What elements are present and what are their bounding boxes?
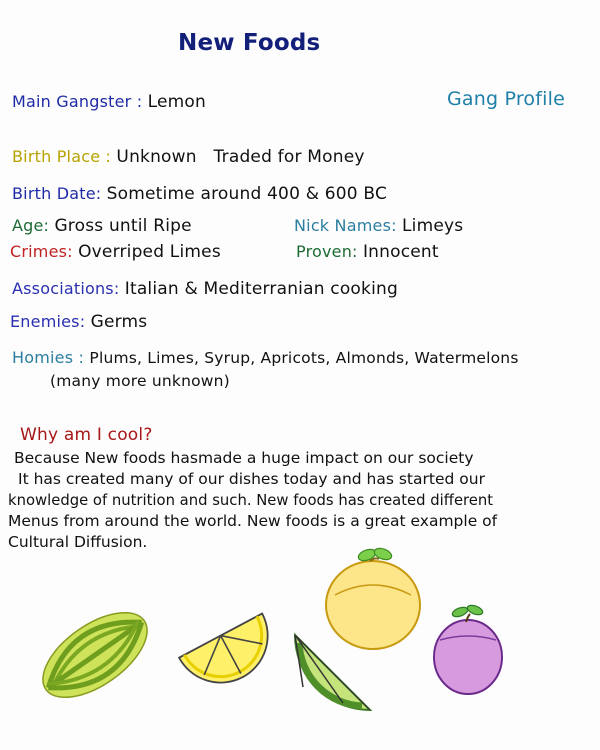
birth-place-row: [12, 147, 365, 167]
crimes-value: Overriped Limes: [78, 242, 221, 262]
homies-value: Plums, Limes, Syrup, Apricots, Almonds, Watermelons: [89, 349, 519, 367]
essay-line: knowledge of nutrition and such. New foods has created different: [8, 492, 494, 509]
lemon-slice-drawing: [168, 590, 278, 690]
enemies-label: Enemies:: [10, 312, 86, 331]
proven-label: Proven:: [296, 242, 358, 261]
essay-line: It has created many of our dishes today and has started our: [18, 470, 485, 488]
nick-names-value: Limeys: [402, 216, 464, 236]
proven-value: Innocent: [362, 242, 439, 262]
crimes-label: Crimes:: [10, 242, 73, 261]
page-title: New Foods: [178, 30, 321, 56]
enemies-row: [10, 312, 147, 332]
associations-value: Italian & Mediterranian cooking: [124, 279, 398, 299]
associations-row: [12, 279, 398, 299]
gang-profile-label: Gang Profile: [447, 88, 565, 110]
proven-row: [296, 242, 439, 262]
age-value: Gross until Ripe: [54, 216, 192, 236]
essay-line: Cultural Diffusion.: [8, 533, 148, 551]
homies-value-continued: (many more unknown): [50, 372, 230, 390]
birth-date-label: Birth Date:: [12, 184, 102, 203]
birth-date-value: Sometime around 400 & 600 BC: [106, 184, 388, 204]
main-gangster-value: Lemon: [147, 92, 206, 112]
enemies-value: Germs: [90, 312, 148, 332]
main-gangster-row: [12, 92, 206, 112]
birth-date-row: [12, 184, 387, 204]
homies-row: [12, 348, 519, 367]
nick-names-label: Nick Names:: [294, 216, 397, 235]
apricot-drawing: [315, 545, 435, 655]
birth-place-value: Unknown Traded for Money: [116, 147, 365, 167]
associations-label: Associations:: [12, 279, 120, 298]
nick-names-row: [294, 216, 463, 236]
watermelon-drawing: [30, 600, 160, 710]
homies-label: Homies :: [12, 348, 85, 367]
age-row: [12, 216, 192, 236]
birth-place-label: Birth Place :: [12, 147, 112, 166]
essay-line: Menus from around the world. New foods is a great example of: [8, 512, 498, 530]
why-cool-heading: Why am I cool?: [20, 425, 153, 445]
why-cool-essay: [8, 448, 599, 553]
age-label: Age:: [12, 216, 50, 235]
crimes-row: [10, 242, 221, 262]
main-gangster-label: Main Gangster :: [12, 92, 143, 111]
essay-line: Because New foods hasmade a huge impact on our society: [14, 449, 474, 467]
plum-drawing: [428, 600, 508, 700]
